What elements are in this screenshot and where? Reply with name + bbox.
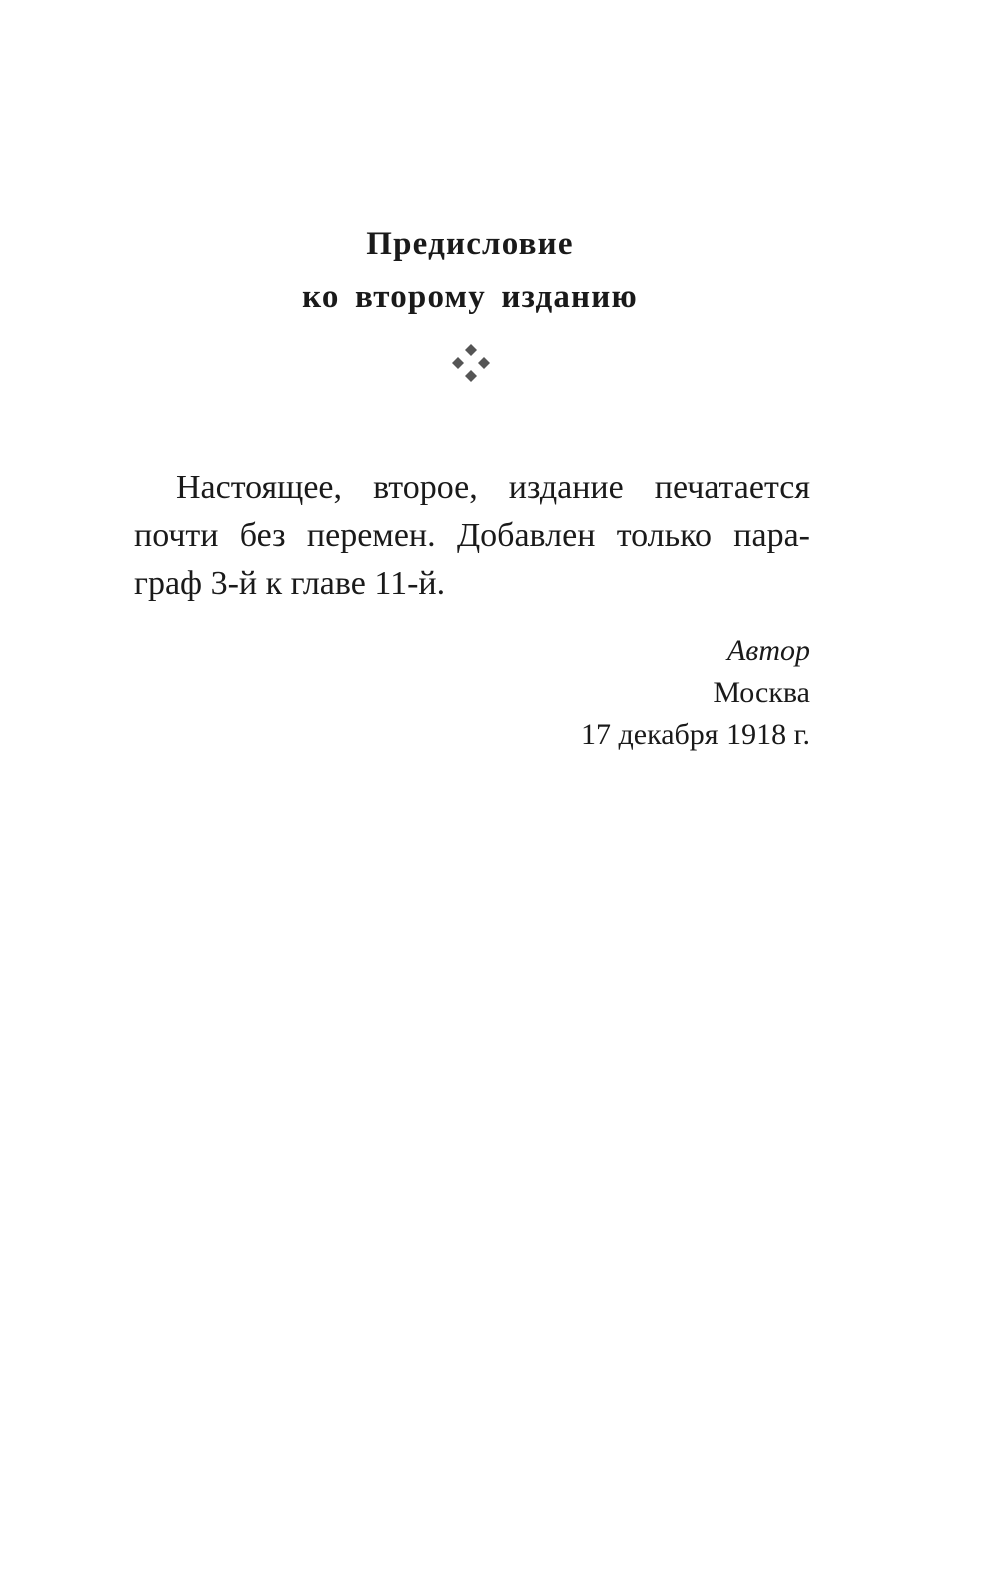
signature-date: 17 декабря 1918 г. xyxy=(581,718,810,751)
title-line-1: Предисловие xyxy=(366,226,574,262)
paragraph-line: Настоящее, второе, издание печатается xyxy=(176,469,810,506)
author-signature: Автор xyxy=(726,634,810,667)
page-title xyxy=(0,218,940,324)
signature-block xyxy=(500,630,810,756)
four-diamond-ornament-icon xyxy=(450,342,492,384)
title-line-2: ко второму изданию xyxy=(302,279,638,315)
paragraph-line: почти без перемен. Добавлен только пара- xyxy=(134,517,810,554)
paragraph-line: граф 3-й к главе 11-й. xyxy=(134,565,446,602)
preface-paragraph xyxy=(134,464,810,608)
signature-city: Москва xyxy=(713,676,810,709)
